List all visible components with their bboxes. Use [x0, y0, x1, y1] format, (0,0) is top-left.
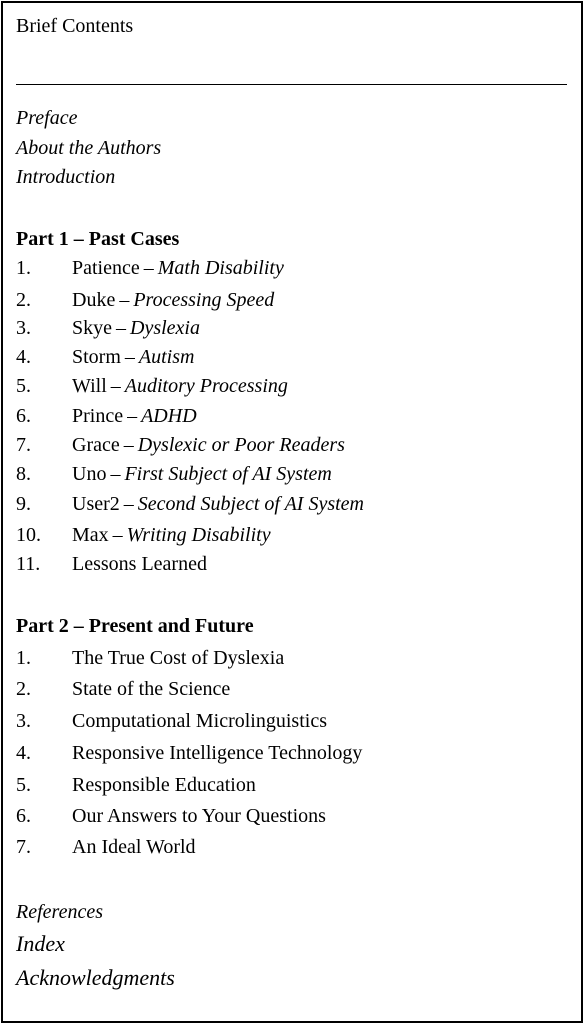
- toc-chapter-row[interactable]: [0, 406, 560, 430]
- chapter-title: [72, 290, 274, 310]
- chapter-number: 5.: [16, 375, 31, 397]
- chapter-name: An Ideal World: [72, 836, 196, 858]
- chapter-name: Our Answers to Your Questions: [72, 805, 326, 827]
- chapter-number: 3.: [16, 317, 31, 339]
- page-title: Brief Contents: [16, 15, 134, 37]
- toc-introduction[interactable]: Introduction: [16, 166, 116, 188]
- chapter-name: Will: [72, 375, 107, 397]
- chapter-number: 6.: [16, 405, 31, 427]
- chapter-topic: Writing Disability: [126, 524, 271, 546]
- chapter-name: Storm: [72, 346, 121, 368]
- toc-chapter-row[interactable]: [0, 525, 560, 549]
- chapter-number: 6.: [16, 805, 31, 827]
- toc-chapter-row[interactable]: [0, 290, 560, 314]
- chapter-title: [72, 679, 230, 699]
- chapter-title: [72, 525, 271, 545]
- chapter-name: Lessons Learned: [72, 553, 207, 575]
- toc-chapter-row[interactable]: [0, 464, 560, 488]
- toc-chapter-row[interactable]: [0, 775, 560, 799]
- chapter-title: [72, 554, 207, 574]
- chapter-separator: –: [112, 524, 123, 546]
- toc-acknowledgments[interactable]: Acknowledgments: [16, 965, 175, 990]
- part1-heading: Part 1 – Past Cases: [16, 228, 180, 250]
- chapter-separator: –: [143, 257, 154, 279]
- chapter-topic: Dyslexic or Poor Readers: [137, 434, 345, 456]
- toc-chapter-row[interactable]: [0, 648, 560, 672]
- divider-rule: [16, 84, 567, 85]
- chapter-title: [72, 743, 362, 763]
- chapter-title: [72, 648, 284, 668]
- chapter-title: [72, 406, 197, 426]
- toc-chapter-row[interactable]: [0, 711, 560, 735]
- chapter-separator: –: [116, 317, 126, 339]
- chapter-number: 1.: [16, 647, 31, 669]
- chapter-name: User2: [72, 493, 120, 515]
- toc-chapter-row[interactable]: [0, 743, 560, 767]
- chapter-name: Uno: [72, 463, 107, 485]
- chapter-topic: Dyslexia: [130, 317, 200, 339]
- chapter-name: Duke: [72, 289, 116, 311]
- chapter-number: 2.: [16, 289, 31, 311]
- chapter-separator: –: [119, 289, 130, 311]
- toc-chapter-row[interactable]: [0, 258, 560, 282]
- chapter-number: 5.: [16, 774, 31, 796]
- toc-chapter-row[interactable]: [0, 494, 560, 518]
- chapter-title: [72, 775, 256, 795]
- chapter-number: 7.: [16, 836, 31, 858]
- chapter-name: Patience: [72, 257, 140, 279]
- toc-chapter-row[interactable]: [0, 347, 560, 371]
- toc-references[interactable]: References: [16, 901, 103, 923]
- chapter-topic: Math Disability: [157, 257, 284, 279]
- toc-chapter-row[interactable]: [0, 554, 560, 578]
- toc-chapter-row[interactable]: [0, 318, 560, 342]
- chapter-number: 4.: [16, 346, 31, 368]
- chapter-number: 7.: [16, 434, 31, 456]
- chapter-topic: Autism: [138, 346, 195, 368]
- toc-index[interactable]: Index: [16, 931, 65, 956]
- chapter-topic: Auditory Processing: [124, 375, 288, 397]
- chapter-title: [72, 258, 284, 278]
- chapter-topic: Processing Speed: [133, 289, 275, 311]
- chapter-title: [72, 837, 196, 857]
- toc-chapter-row[interactable]: [0, 806, 560, 830]
- toc-about-authors[interactable]: About the Authors: [16, 137, 162, 159]
- chapter-number: 8.: [16, 463, 31, 485]
- chapter-title: [72, 435, 345, 455]
- chapter-separator: –: [124, 346, 135, 368]
- chapter-topic: ADHD: [141, 405, 197, 427]
- toc-preface[interactable]: Preface: [16, 107, 78, 129]
- chapter-name: Skye: [72, 317, 112, 339]
- chapter-name: Responsible Education: [72, 774, 256, 796]
- chapter-number: 1.: [16, 257, 31, 279]
- chapter-number: 4.: [16, 742, 31, 764]
- chapter-title: [72, 464, 332, 484]
- chapter-name: Grace: [72, 434, 120, 456]
- chapter-title: [72, 806, 326, 826]
- chapter-number: 3.: [16, 710, 31, 732]
- chapter-title: [72, 711, 327, 731]
- chapter-separator: –: [110, 375, 121, 397]
- chapter-separator: –: [127, 405, 138, 427]
- chapter-topic: Second Subject of AI System: [137, 493, 364, 515]
- toc-chapter-row[interactable]: [0, 435, 560, 459]
- chapter-name: Prince: [72, 405, 124, 427]
- chapter-name: Computational Microlinguistics: [72, 710, 327, 732]
- toc-chapter-row[interactable]: [0, 376, 560, 400]
- chapter-title: [72, 376, 288, 396]
- chapter-name: State of the Science: [72, 678, 231, 700]
- chapter-separator: –: [123, 434, 134, 456]
- chapter-number: 11.: [16, 553, 41, 575]
- toc-chapter-row[interactable]: [0, 837, 560, 861]
- chapter-number: 2.: [16, 678, 31, 700]
- chapter-number: 9.: [16, 493, 31, 515]
- chapter-name: Responsive Intelligence Technology: [72, 742, 363, 764]
- chapter-title: [72, 347, 194, 367]
- chapter-name: The True Cost of Dyslexia: [72, 647, 285, 669]
- toc-chapter-row[interactable]: [0, 679, 560, 703]
- part2-heading: Part 2 – Present and Future: [16, 615, 254, 637]
- chapter-topic: First Subject of AI System: [124, 463, 332, 485]
- chapter-number: 10.: [16, 524, 41, 546]
- chapter-separator: –: [110, 463, 121, 485]
- chapter-separator: –: [123, 493, 134, 515]
- chapter-title: [72, 494, 364, 514]
- chapter-title: [72, 318, 200, 338]
- chapter-name: Max: [72, 524, 109, 546]
